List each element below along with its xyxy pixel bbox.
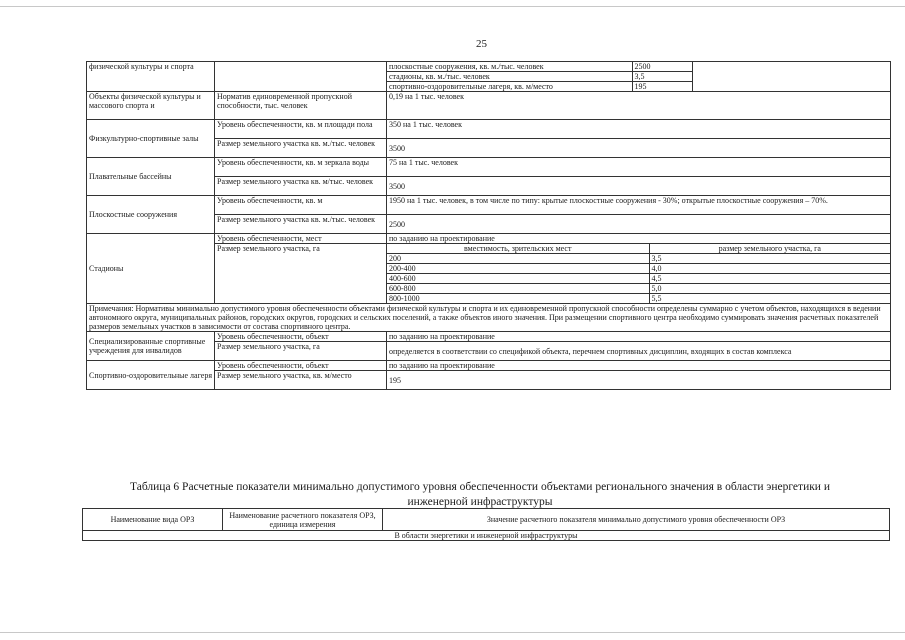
table-row [87, 196, 891, 215]
cell-value: по заданию на проектирование [387, 332, 891, 342]
column-header: Наименование вида ОРЗ [83, 509, 223, 531]
cell-value: по заданию на проектирование [387, 234, 891, 244]
cell-value: 1950 на 1 тыс. человек, в том числе по типу: крытые плоскостные сооружения - 30%; открытые плоскостные сооружения – 70%. [387, 196, 891, 215]
table-row [387, 294, 890, 304]
row-name: Спортивно-оздоровительные лагеря [87, 361, 215, 390]
row-name: физической культуры и спорта [87, 62, 215, 92]
cell-value: 3,5 [632, 72, 692, 82]
cell-area: 5,0 [649, 284, 890, 294]
row-name: Объекты физической культуры и массового спорта и [87, 92, 215, 120]
cell-value: 2500 [387, 215, 891, 234]
table6 [82, 508, 890, 541]
cell-value: 350 на 1 тыс. человек [387, 120, 891, 139]
column-header: вместимость, зрительских мест [387, 244, 649, 254]
cell-capacity: 600-800 [387, 284, 649, 294]
norms-table [86, 61, 891, 390]
cell-param: Размер земельного участка, кв. м/место [215, 371, 387, 390]
table-row [387, 284, 890, 294]
cell-param: Размер земельного участка кв. м./тыс. человек [215, 139, 387, 158]
stadium-area-table [387, 244, 890, 303]
row-name: Специализированные спортивные учреждения для инвалидов [87, 332, 215, 361]
cell-param: Размер земельного участка, га [215, 342, 387, 361]
table-note: Примечания: Нормативы минимально допустимого уровня обеспеченности объектами физической культуры и спорта и их единовременной пропускной способности определены суммарно с учетом объектов, находящихся в ведении автономного округа, муниципальных районов, городских округов, городских и сельских поселений, а также объектов иного значения. При размещении спортивного центра необходимо суммировать значения расчетных показателей размеров земельных участков в зависимости от состава спортивного центра. [87, 304, 891, 332]
cell-capacity: 200 [387, 254, 649, 264]
cell-label: плоскостные сооружения, кв. м./тыс. человек [387, 62, 632, 72]
cell-param: Уровень обеспеченности, кв. м [215, 196, 387, 215]
cell-param: Уровень обеспеченности, объект [215, 332, 387, 342]
row-name: Физкультурно-спортивные залы [87, 120, 215, 158]
cell-label: стадионы, кв. м./тыс. человек [387, 72, 632, 82]
cell-value: 2500 [632, 62, 692, 72]
cell-value: по заданию на проектирование [387, 361, 891, 371]
table-row [387, 82, 890, 92]
scan-edge-top [0, 6, 905, 7]
section-heading: В области энергетики и инженерной инфраструктуры [83, 531, 890, 541]
cell-param: Уровень обеспеченности, мест [215, 234, 387, 244]
row-name: Плоскостные сооружения [87, 196, 215, 234]
table-row [83, 531, 890, 541]
table-row [387, 264, 890, 274]
table-row [387, 244, 890, 254]
scan-edge-bottom [0, 632, 905, 633]
cell-area: 3,5 [649, 254, 890, 264]
cell-param: Размер земельного участка кв. м./тыс. человек [215, 215, 387, 234]
cell-param: Размер земельного участка кв. м/тыс. человек [215, 177, 387, 196]
cell-capacity: 800-1000 [387, 294, 649, 304]
column-header: размер земельного участка, га [649, 244, 890, 254]
page-number: 25 [476, 38, 487, 50]
column-header: Наименование расчетного показателя ОРЗ, единица измерения [223, 509, 383, 531]
cell-value: 195 [632, 82, 692, 92]
table6-title: Таблица 6 Расчетные показатели минимально допустимого уровня обеспеченности объектами регионального значения в области энергетики и инженерной инфраструктуры [129, 481, 830, 508]
cell-area: 5,5 [649, 294, 890, 304]
cell-param: Уровень обеспеченности, кв. м зеркала воды [215, 158, 387, 177]
table-row [387, 62, 890, 72]
cell-area: 4,0 [649, 264, 890, 274]
cell-value: 3500 [387, 177, 891, 196]
cell-value: 3500 [387, 139, 891, 158]
table-header-row [83, 509, 890, 531]
row-name: Стадионы [87, 234, 215, 304]
column-header: Значение расчетного показателя минимально допустимого уровня обеспеченности ОРЗ [383, 509, 890, 531]
inner-values-table [387, 62, 890, 91]
row-name: Плавательные бассейны [87, 158, 215, 196]
cell-label: спортивно-оздоровительные лагеря, кв. м/место [387, 82, 632, 92]
table-row [87, 304, 891, 332]
cell-value: 0,19 на 1 тыс. человек [387, 92, 891, 120]
table-row [87, 234, 891, 244]
cell-capacity: 200-400 [387, 264, 649, 274]
table-row [387, 72, 890, 82]
table-row [387, 254, 890, 264]
table-row [87, 120, 891, 139]
table-row [87, 332, 891, 342]
cell-param: Уровень обеспеченности, объект [215, 361, 387, 371]
table-row [87, 92, 891, 120]
cell-param: Норматив единовременной пропускной способности, тыс. человек [215, 92, 387, 120]
cell-value: 195 [387, 371, 891, 390]
cell-area: 4,5 [649, 274, 890, 284]
table-row [87, 62, 891, 92]
cell-param: Размер земельного участка, га [215, 244, 387, 304]
table-row [87, 158, 891, 177]
cell-capacity: 400-600 [387, 274, 649, 284]
cell-param: Уровень обеспеченности, кв. м площади пола [215, 120, 387, 139]
table-row [387, 274, 890, 284]
cell-value: 75 на 1 тыс. человек [387, 158, 891, 177]
cell-value: определяется в соответствии со спецификой объекта, перечнем спортивных дисциплин, входящих в состав комплекса [387, 342, 891, 361]
table-row [87, 361, 891, 371]
